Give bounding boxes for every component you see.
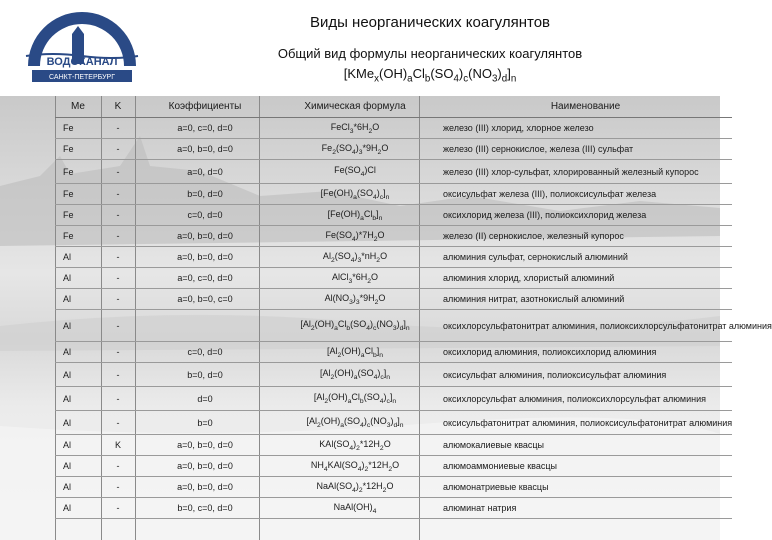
cell-me: Al bbox=[55, 342, 97, 363]
cell-name: оксихлорсульфатонитрат алюминия, полиоксихлорсульфатонитрат алюминия bbox=[439, 310, 732, 342]
cell-coefficients: a=0, b=0, d=0 bbox=[139, 477, 271, 498]
cell-coefficients: d=0 bbox=[139, 387, 271, 411]
cell-k: - bbox=[97, 118, 139, 139]
table-row bbox=[55, 160, 732, 184]
cell-name: алюминия нитрат, азотнокислый алюминий bbox=[439, 289, 732, 310]
cell-coefficients: a=0, b=0, c=0 bbox=[139, 289, 271, 310]
logo-city: САНКТ-ПЕТЕРБУРГ bbox=[49, 74, 115, 81]
cell-coefficients: c=0, d=0 bbox=[139, 205, 271, 226]
cell-formula: $[Al_2(OH)_aCl_b(SO_4)_c]_n$ bbox=[271, 387, 439, 411]
cell-coefficients: a=0, b=0, d=0 bbox=[139, 456, 271, 477]
cell-me: Fe bbox=[55, 184, 97, 205]
cell-formula: $NH_4KAl(SO_4)_2*12H_2O$ bbox=[271, 456, 439, 477]
logo-wordmark: ВОДОКАНАЛ bbox=[46, 56, 118, 68]
table-row bbox=[55, 139, 732, 160]
table-row bbox=[55, 289, 732, 310]
cell-k: - bbox=[97, 456, 139, 477]
table-row bbox=[55, 184, 732, 205]
cell-me: Al bbox=[55, 363, 97, 387]
cell-formula: $[Fe(OH)_a(SO_4)_c]_n$ bbox=[271, 184, 439, 205]
table-row bbox=[55, 118, 732, 139]
cell-k: - bbox=[97, 268, 139, 289]
cell-me: Al bbox=[55, 387, 97, 411]
table-row bbox=[55, 205, 732, 226]
cell-name: алюмокалиевые квасцы bbox=[439, 435, 732, 456]
table-row bbox=[55, 342, 732, 363]
cell-me: Al bbox=[55, 247, 97, 268]
cell-name: оксихлорид алюминия, полиоксихлорид алюминия bbox=[439, 342, 732, 363]
page-subtitle: Общий вид формулы неорганических коагулянтов bbox=[277, 46, 583, 61]
cell-formula: $[Fe(OH)_aCl_b]_n$ bbox=[271, 205, 439, 226]
cell-k: - bbox=[97, 342, 139, 363]
table-row bbox=[55, 411, 732, 435]
cell-coefficients: b=0, c=0, d=0 bbox=[139, 498, 271, 519]
cell-name: алюмонатриевые квасцы bbox=[439, 477, 732, 498]
table-row bbox=[55, 310, 732, 342]
cell-me: Al bbox=[55, 477, 97, 498]
cell-coefficients: a=0, b=0, d=0 bbox=[139, 435, 271, 456]
cell-name: оксихлорид железа (III), полиоксихлорид железа bbox=[439, 205, 732, 226]
vodokanal-logo bbox=[22, 4, 142, 94]
page-title: Виды неорганических коагулянтов bbox=[309, 14, 551, 31]
content-area bbox=[0, 96, 772, 540]
cell-name: алюминия хлорид, хлористый алюминий bbox=[439, 268, 732, 289]
cell-coefficients: c=0, d=0 bbox=[139, 342, 271, 363]
table-row bbox=[55, 226, 732, 247]
column-header-coefficients: Коэффициенты bbox=[139, 96, 271, 118]
cell-coefficients: b=0, d=0 bbox=[139, 363, 271, 387]
table-row bbox=[55, 435, 732, 456]
table-row bbox=[55, 456, 732, 477]
cell-me: Fe bbox=[55, 226, 97, 247]
cell-coefficients: a=0, b=0, d=0 bbox=[139, 226, 271, 247]
cell-k: - bbox=[97, 226, 139, 247]
cell-name: оксисульфат алюминия, полиоксисульфат алюминия bbox=[439, 363, 732, 387]
table-header-row bbox=[55, 96, 732, 118]
cell-k: - bbox=[97, 310, 139, 342]
cell-k: - bbox=[97, 411, 139, 435]
cell-coefficients bbox=[139, 310, 271, 342]
cell-name: железо (III) сернокислое, железа (III) сульфат bbox=[439, 139, 732, 160]
cell-name: оксихлорсульфат алюминия, полиоксихлорсульфат алюминия bbox=[439, 387, 732, 411]
cell-k: - bbox=[97, 160, 139, 184]
cell-me: Al bbox=[55, 456, 97, 477]
table-row bbox=[55, 498, 732, 519]
cell-name: алюминия сульфат, сернокислый алюминий bbox=[439, 247, 732, 268]
cell-name: железо (III) хлорид, хлорное железо bbox=[439, 118, 732, 139]
cell-formula: $Al_2(SO_4)_3*nH_2O$ bbox=[271, 247, 439, 268]
cell-me: Fe bbox=[55, 205, 97, 226]
slide-header bbox=[0, 0, 720, 96]
cell-k: - bbox=[97, 139, 139, 160]
cell-me: Al bbox=[55, 498, 97, 519]
cell-k: - bbox=[97, 387, 139, 411]
cell-k: - bbox=[97, 205, 139, 226]
column-header-formula: Химическая формула bbox=[271, 96, 439, 118]
cell-me: Al bbox=[55, 268, 97, 289]
cell-k: - bbox=[97, 363, 139, 387]
cell-formula: $NaAl(OH)_4$ bbox=[271, 498, 439, 519]
table-row bbox=[55, 387, 732, 411]
cell-formula: $NaAl(SO_4)_2*12H_2O$ bbox=[271, 477, 439, 498]
cell-formula: $Al(NO_3)_3*9H_2O$ bbox=[271, 289, 439, 310]
cell-formula: $Fe(SO_4)Cl$ bbox=[271, 160, 439, 184]
column-header-me: Me bbox=[55, 96, 97, 118]
cell-coefficients: a=0, d=0 bbox=[139, 160, 271, 184]
table-row bbox=[55, 477, 732, 498]
column-header-name: Наименование bbox=[439, 96, 732, 118]
cell-coefficients: a=0, c=0, d=0 bbox=[139, 118, 271, 139]
cell-coefficients: a=0, b=0, d=0 bbox=[139, 139, 271, 160]
cell-name: железо (II) сернокислое, железный купорос bbox=[439, 226, 732, 247]
cell-formula: $[Al_2(OH)_aCl_b(SO_4)_c(NO_3)_d]_n$ bbox=[271, 310, 439, 342]
cell-me: Fe bbox=[55, 160, 97, 184]
cell-formula: $[Al_2(OH)_aCl_b]_n$ bbox=[271, 342, 439, 363]
cell-name: оксисульфатонитрат алюминия, полиоксисульфатонитрат алюминия bbox=[439, 411, 732, 435]
cell-name: железо (III) хлор-сульфат, хлорированный железный купорос bbox=[439, 160, 732, 184]
cell-formula: $AlCl_3*6H_2O$ bbox=[271, 268, 439, 289]
cell-formula: $FeCl_3*6H_2O$ bbox=[271, 118, 439, 139]
cell-name: алюминат натрия bbox=[439, 498, 732, 519]
cell-k: - bbox=[97, 247, 139, 268]
cell-coefficients: b=0, d=0 bbox=[139, 184, 271, 205]
cell-me: Al bbox=[55, 435, 97, 456]
coagulants-table bbox=[55, 96, 772, 519]
table-row bbox=[55, 247, 732, 268]
cell-k: - bbox=[97, 184, 139, 205]
cell-coefficients: a=0, b=0, d=0 bbox=[139, 247, 271, 268]
cell-k: - bbox=[97, 477, 139, 498]
table-row bbox=[55, 363, 732, 387]
cell-name: оксисульфат железа (III), полиоксисульфат железа bbox=[439, 184, 732, 205]
cell-coefficients: a=0, c=0, d=0 bbox=[139, 268, 271, 289]
cell-me: Fe bbox=[55, 139, 97, 160]
cell-k: - bbox=[97, 289, 139, 310]
cell-me: Al bbox=[55, 411, 97, 435]
cell-formula: $KAl(SO_4)_2*12H_2O$ bbox=[271, 435, 439, 456]
cell-formula: $[Al_2(OH)_a(SO_4)_c]_n$ bbox=[271, 363, 439, 387]
cell-formula: $[Al_2(OH)_a(SO_4)_c(NO_3)_d]_n$ bbox=[271, 411, 439, 435]
cell-name: алюмоаммониевые квасцы bbox=[439, 456, 732, 477]
cell-formula: $Fe_2(SO_4)_3*9H_2O$ bbox=[271, 139, 439, 160]
column-header-k: K bbox=[97, 96, 139, 118]
cell-me: Fe bbox=[55, 118, 97, 139]
general-formula: $[KMe_x(OH)_aCl_b(SO_4)_c(NO_3)_d]_n$ bbox=[343, 66, 517, 85]
table-row bbox=[55, 268, 732, 289]
cell-k: K bbox=[97, 435, 139, 456]
cell-me: Al bbox=[55, 310, 97, 342]
cell-me: Al bbox=[55, 289, 97, 310]
cell-coefficients: b=0 bbox=[139, 411, 271, 435]
cell-k: - bbox=[97, 498, 139, 519]
cell-formula: $Fe(SO_4)*7H_2O$ bbox=[271, 226, 439, 247]
